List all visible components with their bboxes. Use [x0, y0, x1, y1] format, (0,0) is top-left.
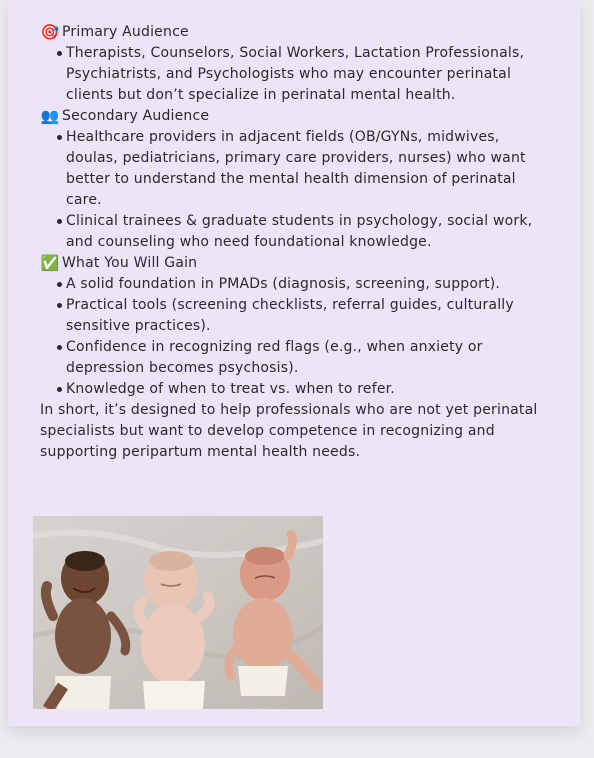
people-icon: 👥	[40, 107, 60, 125]
section-title: What You Will Gain	[62, 255, 198, 271]
list-item: Therapists, Counselors, Social Workers, Lactation Professionals, Psychiatrists, and Psychologists who may encounter perinatal clients but don’t specialize in perinatal mental health.	[66, 43, 540, 106]
list-item: Confidence in recognizing red flags (e.g., when anxiety or depression becomes psychosis).	[66, 337, 540, 379]
list-item: Healthcare providers in adjacent fields (OB/GYNs, midwives, doulas, pediatricians, primary care providers, nurses) who want better to understand the mental health dimension of perinatal care.	[66, 127, 540, 211]
section-heading-what-you-will-gain	[40, 253, 540, 274]
newborns-photo	[33, 516, 323, 709]
section-title: Primary Audience	[62, 24, 189, 40]
check-mark-icon: ✅	[40, 254, 60, 272]
list-item: A solid foundation in PMADs (diagnosis, screening, support).	[66, 274, 540, 295]
primary-audience-list	[40, 43, 540, 106]
secondary-audience-list	[40, 127, 540, 253]
section-heading-secondary-audience	[40, 106, 540, 127]
list-item: Clinical trainees & graduate students in psychology, social work, and counseling who need foundational knowledge.	[66, 211, 540, 253]
content-card	[8, 0, 580, 726]
content-body	[40, 22, 540, 463]
list-item: Knowledge of when to treat vs. when to refer.	[66, 379, 540, 400]
newborns-image	[33, 516, 323, 709]
section-title: Secondary Audience	[62, 108, 210, 124]
list-item: Practical tools (screening checklists, referral guides, culturally sensitive practices).	[66, 295, 540, 337]
summary-paragraph: In short, it’s designed to help professionals who are not yet perinatal specialists but want to develop competence in recognizing and supporting peripartum mental health needs.	[40, 402, 538, 460]
section-heading-primary-audience	[40, 22, 540, 43]
gains-list	[40, 274, 540, 400]
target-icon: 🎯	[40, 23, 60, 41]
